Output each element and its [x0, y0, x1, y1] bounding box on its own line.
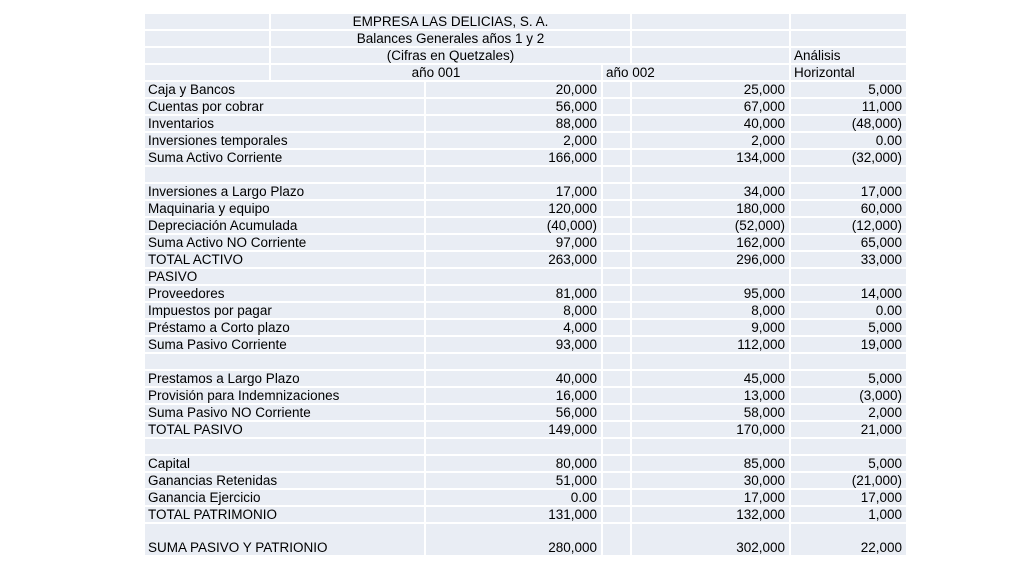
- value-year2: 95,000: [632, 286, 789, 301]
- value-year1: 81,000: [426, 286, 601, 301]
- row-label: Inversiones a Largo Plazo: [145, 184, 424, 199]
- column-header-year1: año 001: [271, 65, 601, 80]
- value-horizontal: [791, 269, 906, 284]
- analysis-label: Análisis: [791, 48, 906, 63]
- value-year1: 166,000: [426, 150, 601, 165]
- value-year2: 8,000: [632, 303, 789, 318]
- spacer-cell: [603, 524, 630, 555]
- value-year2: [632, 269, 789, 284]
- row-label: Suma Pasivo Corriente: [145, 337, 424, 352]
- value-year2: 112,000: [632, 337, 789, 352]
- spacer-cell: [603, 116, 630, 131]
- value-horizontal: (48,000): [791, 116, 906, 131]
- value-year2: 302,000: [632, 524, 789, 555]
- header-row-subtitle: [145, 31, 906, 46]
- value-year2: 85,000: [632, 456, 789, 471]
- table-row: [145, 269, 906, 284]
- value-horizontal: (3,000): [791, 388, 906, 403]
- table-row: [145, 116, 906, 131]
- spacer-cell: [603, 218, 630, 233]
- value-year1: 97,000: [426, 235, 601, 250]
- table-row: [145, 201, 906, 216]
- spacer-cell: [603, 235, 630, 250]
- spacer-cell: [603, 507, 630, 522]
- header-row-company: [145, 14, 906, 29]
- value-horizontal: 5,000: [791, 82, 906, 97]
- value-year2: [632, 439, 789, 454]
- value-year2: 40,000: [632, 116, 789, 131]
- spacer-cell: [603, 184, 630, 199]
- value-year1: 0.00: [426, 490, 601, 505]
- table-row: [145, 439, 906, 454]
- row-label: TOTAL PASIVO: [145, 422, 424, 437]
- value-year1: 20,000: [426, 82, 601, 97]
- table-row: [145, 167, 906, 182]
- table-row: [145, 422, 906, 437]
- currency-units: (Cifras en Quetzales): [271, 48, 630, 63]
- value-year2: 13,000: [632, 388, 789, 403]
- value-horizontal: (12,000): [791, 218, 906, 233]
- value-year1: 88,000: [426, 116, 601, 131]
- spacer-cell: [603, 439, 630, 454]
- value-year1: 263,000: [426, 252, 601, 267]
- table-row: [145, 388, 906, 403]
- row-label: Suma Activo NO Corriente: [145, 235, 424, 250]
- spacer-cell: [603, 405, 630, 420]
- value-horizontal: 17,000: [791, 184, 906, 199]
- spacer-cell: [603, 167, 630, 182]
- value-horizontal: 5,000: [791, 371, 906, 386]
- value-horizontal: [791, 167, 906, 182]
- table-row: [145, 99, 906, 114]
- table-row: [145, 456, 906, 471]
- table-row: [145, 405, 906, 420]
- value-year2: 134,000: [632, 150, 789, 165]
- company-name: EMPRESA LAS DELICIAS, S. A.: [271, 14, 630, 29]
- value-year1: 80,000: [426, 456, 601, 471]
- row-label: Depreciación Acumulada: [145, 218, 424, 233]
- value-year1: 131,000: [426, 507, 601, 522]
- table-row: [145, 320, 906, 335]
- table-row: [145, 252, 906, 267]
- spacer-cell: [603, 269, 630, 284]
- table-row: [145, 286, 906, 301]
- spacer-cell: [603, 303, 630, 318]
- value-horizontal: 65,000: [791, 235, 906, 250]
- value-year1: [426, 354, 601, 369]
- report-subtitle: Balances Generales años 1 y 2: [271, 31, 630, 46]
- spacer-cell: [603, 337, 630, 352]
- value-horizontal: [791, 439, 906, 454]
- table-row: [145, 473, 906, 488]
- table-row: [145, 303, 906, 318]
- value-year2: 45,000: [632, 371, 789, 386]
- table-row: [145, 507, 906, 522]
- spacer-cell: [603, 286, 630, 301]
- column-header-year2: año 002: [603, 65, 789, 80]
- row-label: Proveedores: [145, 286, 424, 301]
- row-label: TOTAL PATRIMONIO: [145, 507, 424, 522]
- value-horizontal: 14,000: [791, 286, 906, 301]
- table-row: [145, 133, 906, 148]
- value-year2: 67,000: [632, 99, 789, 114]
- table-row: [145, 235, 906, 250]
- spacer-cell: [603, 371, 630, 386]
- value-year1: 280,000: [426, 524, 601, 555]
- spacer-cell: [603, 201, 630, 216]
- value-horizontal: (21,000): [791, 473, 906, 488]
- spacer-cell: [603, 388, 630, 403]
- row-label: Suma Activo Corriente: [145, 150, 424, 165]
- value-horizontal: 33,000: [791, 252, 906, 267]
- value-year2: (52,000): [632, 218, 789, 233]
- row-label: Capital: [145, 456, 424, 471]
- value-year1: 2,000: [426, 133, 601, 148]
- value-horizontal: 0.00: [791, 303, 906, 318]
- row-label: Ganancias Retenidas: [145, 473, 424, 488]
- table-row: [145, 82, 906, 97]
- value-year1: (40,000): [426, 218, 601, 233]
- header-row-columns: [145, 65, 906, 80]
- spacer-cell: [603, 422, 630, 437]
- spacer-cell: [603, 456, 630, 471]
- value-year1: [426, 167, 601, 182]
- value-year1: [426, 269, 601, 284]
- value-year2: 25,000: [632, 82, 789, 97]
- value-year2: 2,000: [632, 133, 789, 148]
- value-year2: 132,000: [632, 507, 789, 522]
- row-label: Cuentas por cobrar: [145, 99, 424, 114]
- value-horizontal: 5,000: [791, 456, 906, 471]
- row-label: [145, 439, 424, 454]
- row-label: PASIVO: [145, 269, 424, 284]
- spacer-cell: [603, 490, 630, 505]
- spacer-cell: [603, 252, 630, 267]
- value-year1: 93,000: [426, 337, 601, 352]
- value-year1: 16,000: [426, 388, 601, 403]
- spacer-cell: [603, 82, 630, 97]
- table-row: [145, 184, 906, 199]
- spacer-cell: [603, 354, 630, 369]
- value-horizontal: 19,000: [791, 337, 906, 352]
- row-label: SUMA PASIVO Y PATRIONIO: [145, 524, 424, 555]
- value-year2: [632, 354, 789, 369]
- balance-sheet-table: [143, 12, 908, 557]
- value-horizontal: (32,000): [791, 150, 906, 165]
- value-year2: 34,000: [632, 184, 789, 199]
- value-horizontal: 21,000: [791, 422, 906, 437]
- table-row: [145, 371, 906, 386]
- column-header-horizontal: Horizontal: [791, 65, 906, 80]
- value-year1: 8,000: [426, 303, 601, 318]
- value-year1: 120,000: [426, 201, 601, 216]
- row-label: Impuestos por pagar: [145, 303, 424, 318]
- value-year1: 56,000: [426, 99, 601, 114]
- spacer-cell: [603, 133, 630, 148]
- row-label: Ganancia Ejercicio: [145, 490, 424, 505]
- row-label: Provisión para Indemnizaciones: [145, 388, 424, 403]
- table-row: [145, 354, 906, 369]
- row-label: [145, 354, 424, 369]
- value-horizontal: 11,000: [791, 99, 906, 114]
- row-label: Caja y Bancos: [145, 82, 424, 97]
- value-year2: 162,000: [632, 235, 789, 250]
- value-year1: 40,000: [426, 371, 601, 386]
- value-horizontal: 22,000: [791, 524, 906, 555]
- table-row: [145, 490, 906, 505]
- value-horizontal: 0.00: [791, 133, 906, 148]
- row-label: Préstamo a Corto plazo: [145, 320, 424, 335]
- table-row: [145, 524, 906, 555]
- value-year2: 170,000: [632, 422, 789, 437]
- value-year1: 51,000: [426, 473, 601, 488]
- value-horizontal: 17,000: [791, 490, 906, 505]
- spacer-cell: [603, 320, 630, 335]
- spacer-cell: [603, 473, 630, 488]
- value-year2: 9,000: [632, 320, 789, 335]
- row-label: [145, 167, 424, 182]
- value-year1: [426, 439, 601, 454]
- value-horizontal: [791, 354, 906, 369]
- spacer-cell: [603, 99, 630, 114]
- value-year2: 30,000: [632, 473, 789, 488]
- value-year1: 56,000: [426, 405, 601, 420]
- row-label: Inversiones temporales: [145, 133, 424, 148]
- spacer-cell: [603, 150, 630, 165]
- value-year2: 180,000: [632, 201, 789, 216]
- value-year1: 17,000: [426, 184, 601, 199]
- value-year1: 4,000: [426, 320, 601, 335]
- value-year2: 17,000: [632, 490, 789, 505]
- value-year2: 296,000: [632, 252, 789, 267]
- table-row: [145, 218, 906, 233]
- table-row: [145, 150, 906, 165]
- value-year1: 149,000: [426, 422, 601, 437]
- row-label: Inventarios: [145, 116, 424, 131]
- value-horizontal: 5,000: [791, 320, 906, 335]
- row-label: Suma Pasivo NO Corriente: [145, 405, 424, 420]
- row-label: TOTAL ACTIVO: [145, 252, 424, 267]
- value-horizontal: 60,000: [791, 201, 906, 216]
- value-year2: [632, 167, 789, 182]
- value-horizontal: 2,000: [791, 405, 906, 420]
- value-horizontal: 1,000: [791, 507, 906, 522]
- header-row-units: [145, 48, 906, 63]
- row-label: Prestamos a Largo Plazo: [145, 371, 424, 386]
- row-label: Maquinaria y equipo: [145, 201, 424, 216]
- table-row: [145, 337, 906, 352]
- value-year2: 58,000: [632, 405, 789, 420]
